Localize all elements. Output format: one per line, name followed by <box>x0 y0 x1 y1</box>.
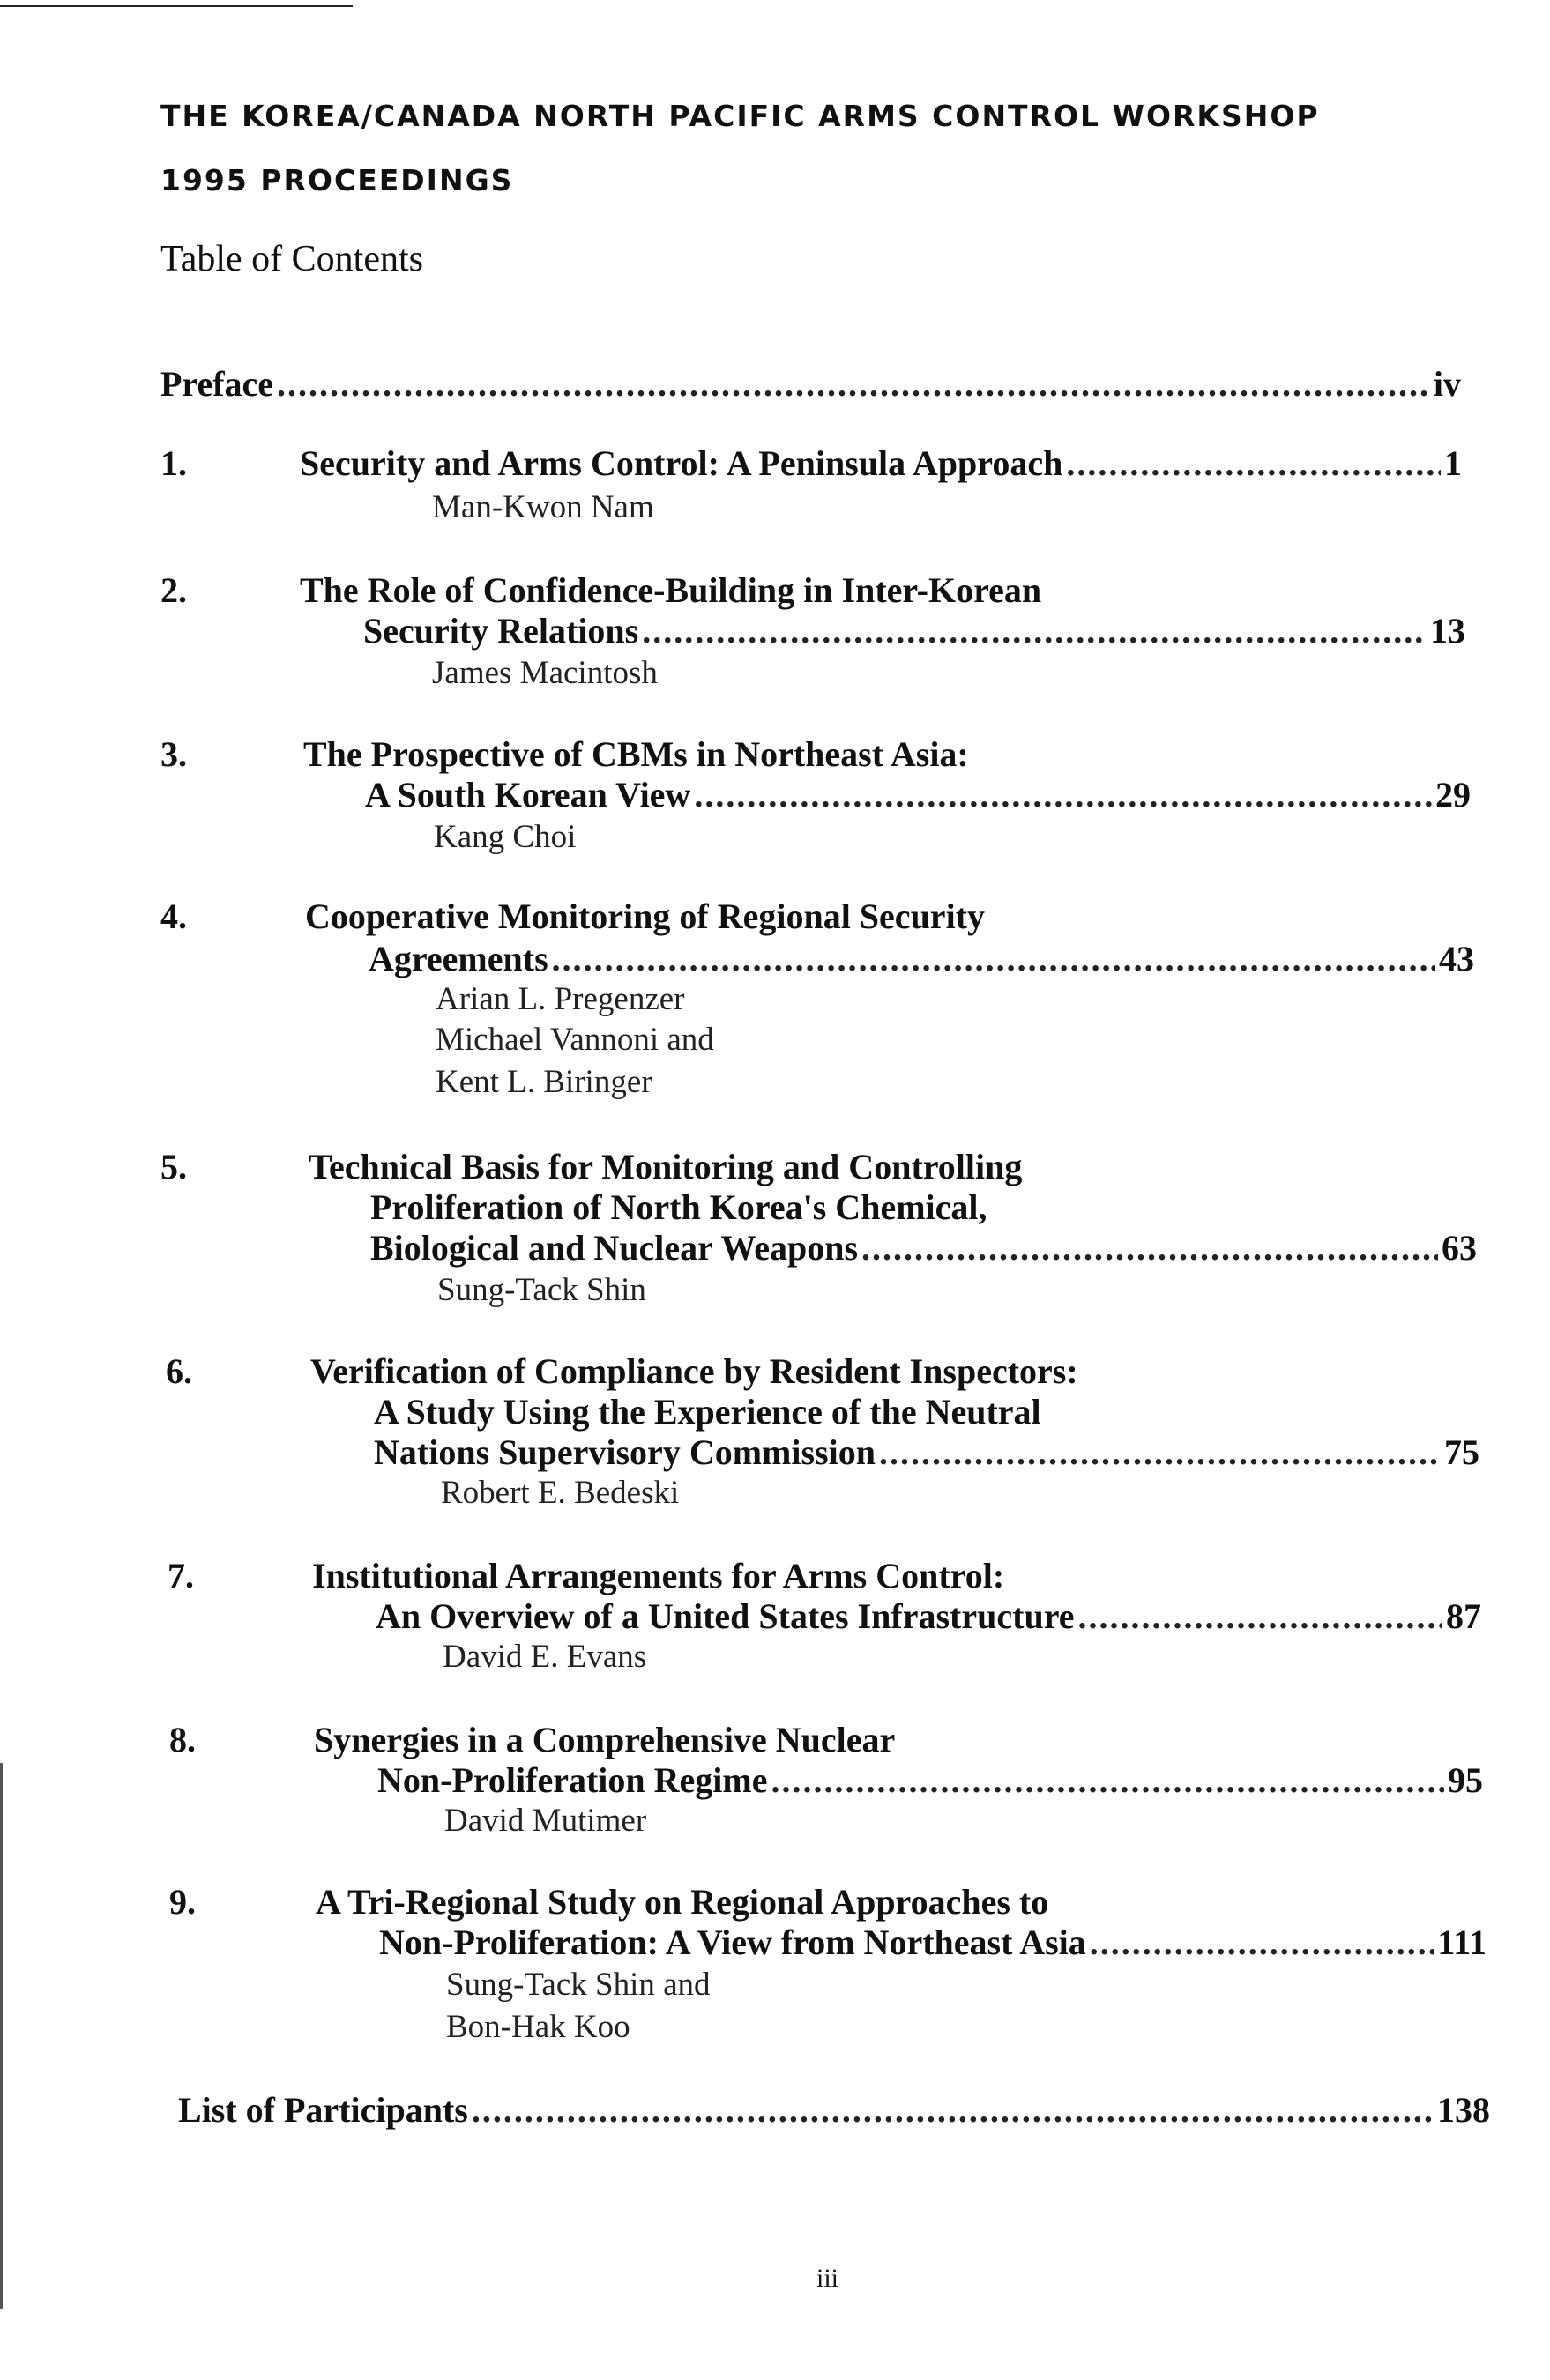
leader-dots <box>472 2089 1434 2131</box>
toc-participants <box>178 2089 1490 2131</box>
entry-page: 13 <box>1430 611 1465 651</box>
entry-title: The Prospective of CBMs in Northeast Asia: <box>303 734 969 774</box>
entry-number: 4. <box>160 896 187 936</box>
entry-title: A Tri-Regional Study on Regional Approaches to <box>316 1882 1049 1922</box>
entry-author: Sung-Tack Shin and <box>446 1967 711 2003</box>
header-title: THE KOREA/CANADA NORTH PACIFIC ARMS CONTROL WORKSHOP <box>160 99 1320 133</box>
entry-title: A Study Using the Experience of the Neutral <box>374 1392 1041 1432</box>
entry-page: 29 <box>1435 775 1471 814</box>
entry-author: Michael Vannoni and <box>436 1022 714 1058</box>
entry-title: An Overview of a United States Infrastructure <box>376 1596 1075 1636</box>
leader-dots <box>1077 1595 1442 1637</box>
leader-dots <box>1090 1922 1434 1963</box>
leader-dots <box>1066 443 1441 484</box>
entry-author: Sung-Tack Shin <box>437 1272 646 1308</box>
toc-participants-page: 138 <box>1437 2090 1490 2130</box>
entry-number: 6. <box>166 1351 192 1391</box>
entry-author: Bon-Hak Koo <box>446 2009 630 2045</box>
leader-dots <box>879 1432 1441 1473</box>
toc-participants-label: List of Participants <box>178 2090 468 2130</box>
entry-number: 9. <box>169 1882 196 1922</box>
toc-heading: Table of Contents <box>160 239 423 279</box>
entry-page: 111 <box>1437 1923 1487 1962</box>
entry-title: Agreements <box>369 939 548 978</box>
entry-author: Arian L. Pregenzer <box>436 981 685 1017</box>
entry-author: Kang Choi <box>434 819 577 855</box>
entry-author: Robert E. Bedeski <box>441 1475 680 1511</box>
entry-title: Nations Supervisory Commission <box>374 1432 876 1472</box>
entry-author: Man-Kwon Nam <box>432 489 654 525</box>
entry-title: Institutional Arrangements for Arms Control: <box>312 1556 1005 1595</box>
leader-dots <box>694 774 1432 815</box>
entry-page: 75 <box>1444 1432 1479 1472</box>
entry-title: Technical Basis for Monitoring and Controlling <box>309 1147 1023 1186</box>
entry-author: Kent L. Biringer <box>436 1064 652 1100</box>
leader-dots <box>277 363 1430 405</box>
toc-entry <box>300 443 1462 484</box>
toc-entry <box>365 774 1471 815</box>
toc-entry <box>376 1595 1481 1637</box>
entry-title: The Role of Confidence-Building in Inter-Korean <box>300 570 1042 610</box>
entry-page: 95 <box>1448 1760 1483 1800</box>
entry-title: Security Relations <box>363 611 639 651</box>
toc-preface <box>160 363 1461 405</box>
entry-title: Synergies in a Comprehensive Nuclear <box>314 1720 896 1759</box>
entry-title: A South Korean View <box>365 775 691 814</box>
entry-author: David E. Evans <box>443 1639 647 1675</box>
entry-number: 1. <box>160 443 187 483</box>
entry-number: 2. <box>160 570 187 610</box>
header-subtitle: 1995 PROCEEDINGS <box>160 163 514 197</box>
entry-page: 63 <box>1442 1228 1477 1268</box>
entry-number: 7. <box>168 1556 194 1595</box>
entry-author: David Mutimer <box>444 1803 647 1839</box>
entry-number: 5. <box>160 1147 187 1186</box>
toc-entry <box>369 938 1474 979</box>
toc-entry <box>374 1432 1479 1473</box>
page-number: iii <box>816 2264 839 2293</box>
entry-page: 1 <box>1444 443 1462 483</box>
toc-preface-label: Preface <box>160 364 274 404</box>
toc-preface-page: iv <box>1433 364 1461 404</box>
entry-title: Biological and Nuclear Weapons <box>370 1228 859 1268</box>
entry-title: Verification of Compliance by Resident Inspectors: <box>310 1351 1078 1391</box>
entry-title: Proliferation of North Korea's Chemical, <box>370 1187 987 1227</box>
toc-entry <box>377 1759 1483 1801</box>
leader-dots <box>552 938 1435 979</box>
entry-page: 87 <box>1446 1596 1481 1636</box>
entry-number: 3. <box>160 734 187 774</box>
leader-dots <box>771 1759 1444 1801</box>
toc-entry <box>379 1922 1487 1963</box>
entry-number: 8. <box>169 1720 196 1759</box>
entry-author: James Macintosh <box>432 655 658 691</box>
toc-entry <box>370 1227 1477 1268</box>
entry-title: Cooperative Monitoring of Regional Security <box>305 896 985 936</box>
entry-title: Non-Proliferation Regime <box>377 1760 768 1800</box>
leader-dots <box>861 1227 1438 1268</box>
entry-page: 43 <box>1439 939 1474 978</box>
leader-dots <box>642 610 1427 651</box>
entry-title: Security and Arms Control: A Peninsula Approach <box>300 443 1063 483</box>
entry-title: Non-Proliferation: A View from Northeast Asia <box>379 1923 1086 1962</box>
toc-entry <box>363 610 1465 651</box>
